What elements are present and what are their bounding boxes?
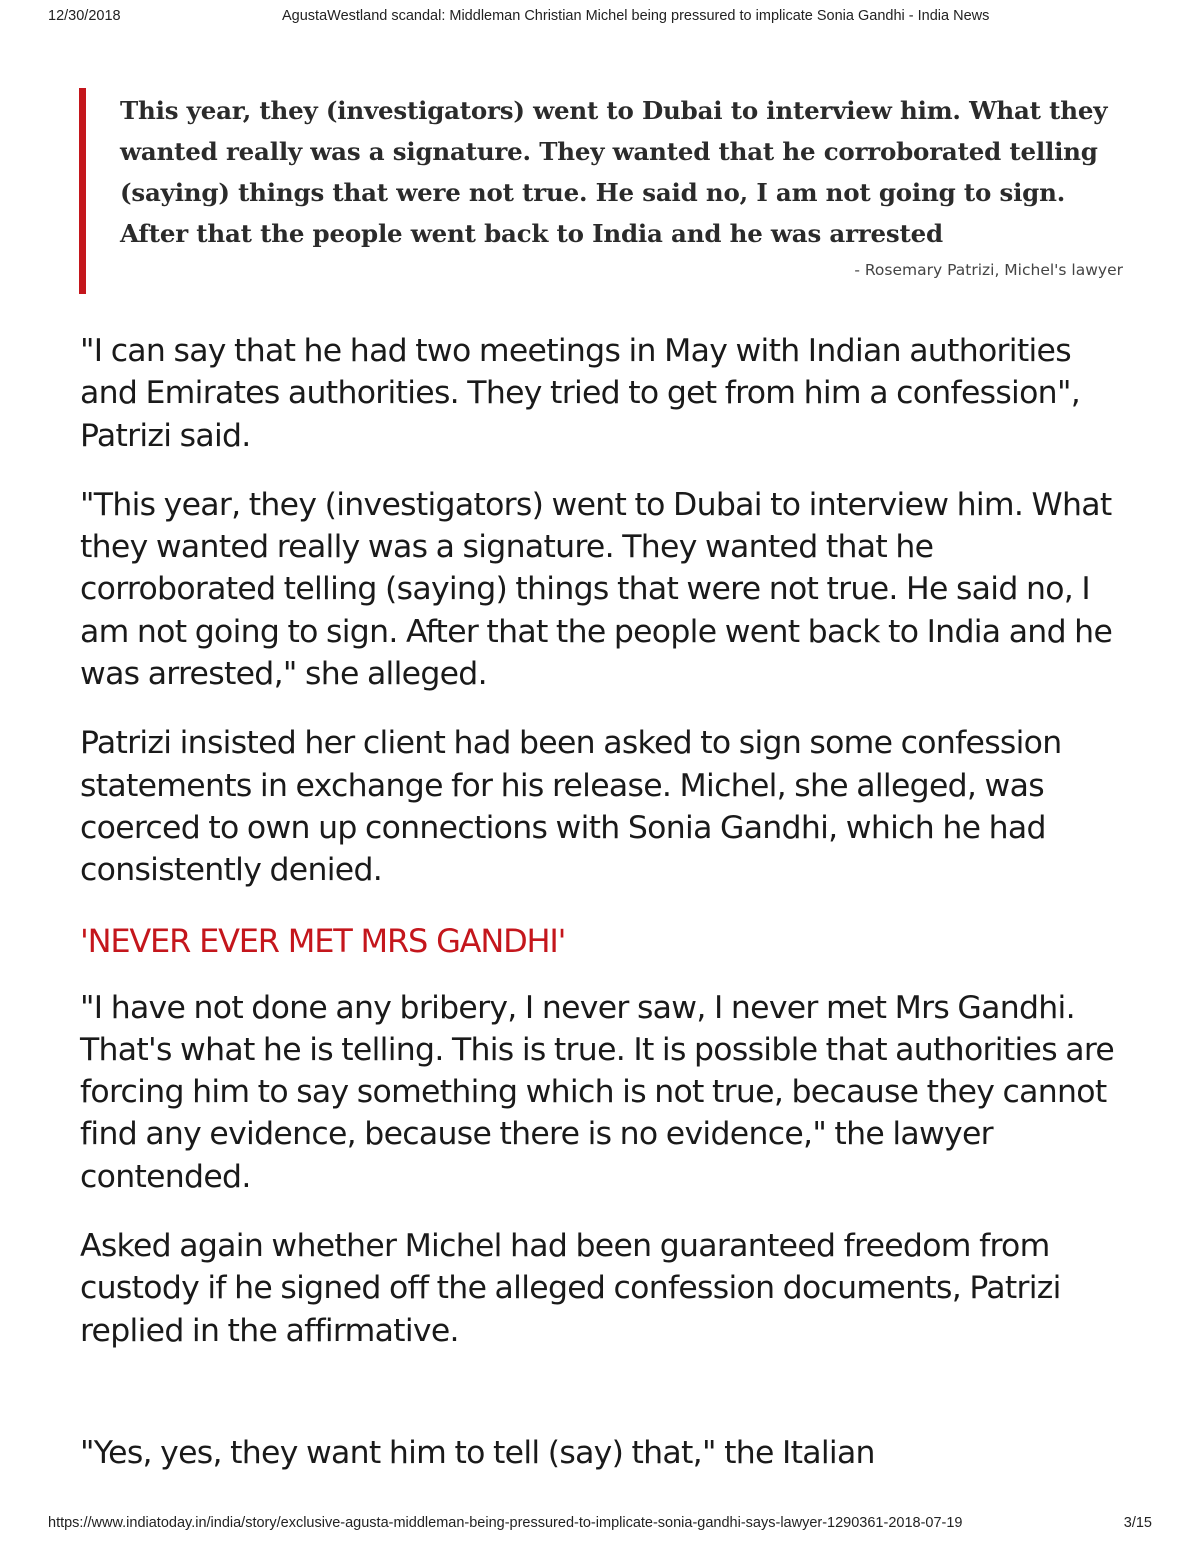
section-heading: 'NEVER EVER MET MRS GANDHI' [80,921,566,960]
print-header [0,4,1200,28]
article-body [80,330,1125,1379]
pull-quote [79,88,1125,294]
article-paragraph-truncated: "Yes, yes, they want him to tell (say) that," the Italian [80,1435,875,1471]
print-source-url: https://www.indiatoday.in/india/story/exclusive-agusta-middleman-being-pressured-to-implicate-sonia-gandhi-says-lawyer-1290361-2018-07-19 [48,1515,963,1531]
print-date: 12/30/2018 [48,8,121,24]
print-page-number: 3/15 [1123,1515,1152,1531]
article-paragraph: Asked again whether Michel had been guaranteed freedom from custody if he signed off the alleged confession documents, Patrizi replied in the affirmative. [80,1228,1061,1349]
pull-quote-attribution: - Rosemary Patrizi, Michel's lawyer [854,261,1123,279]
truncated-paragraph [80,1432,1125,1490]
article-paragraph: Patrizi insisted her client had been asked to sign some confession statements in exchange for his release. Michel, she alleged, was coerced to own up connections with Sonia Gandhi, which he had consistently denied. [80,725,1062,889]
article-paragraph: "I have not done any bribery, I never saw, I never met Mrs Gandhi. That's what he is telling. This is true. It is possible that authorities are forcing him to say something which is not true, because they cannot find any evidence, because there is no evidence," the lawyer contended. [80,989,1115,1195]
print-page-title: AgustaWestland scandal: Middleman Christian Michel being pressured to implicate Sonia Gandhi - India News [282,8,990,24]
print-footer [0,1512,1200,1536]
article-paragraph: "This year, they (investigators) went to Dubai to interview him. What they wanted really was a signature. They wanted that he corroborated telling (saying) things that were not true. He said no, I am not going to sign. After that the people went back to India and he was arrested," she alleged. [80,486,1113,693]
pull-quote-text: This year, they (investigators) went to Dubai to interview him. What they wanted really was a signature. They wanted that he corroborated telling (saying) things that were not true. He said no, I am not going to sign. After that the people went back to India and he was arrested [120,96,1108,248]
article-paragraph: "I can say that he had two meetings in May with Indian authorities and Emirates authorities. They tried to get from him a confession", Patrizi said. [80,333,1081,454]
